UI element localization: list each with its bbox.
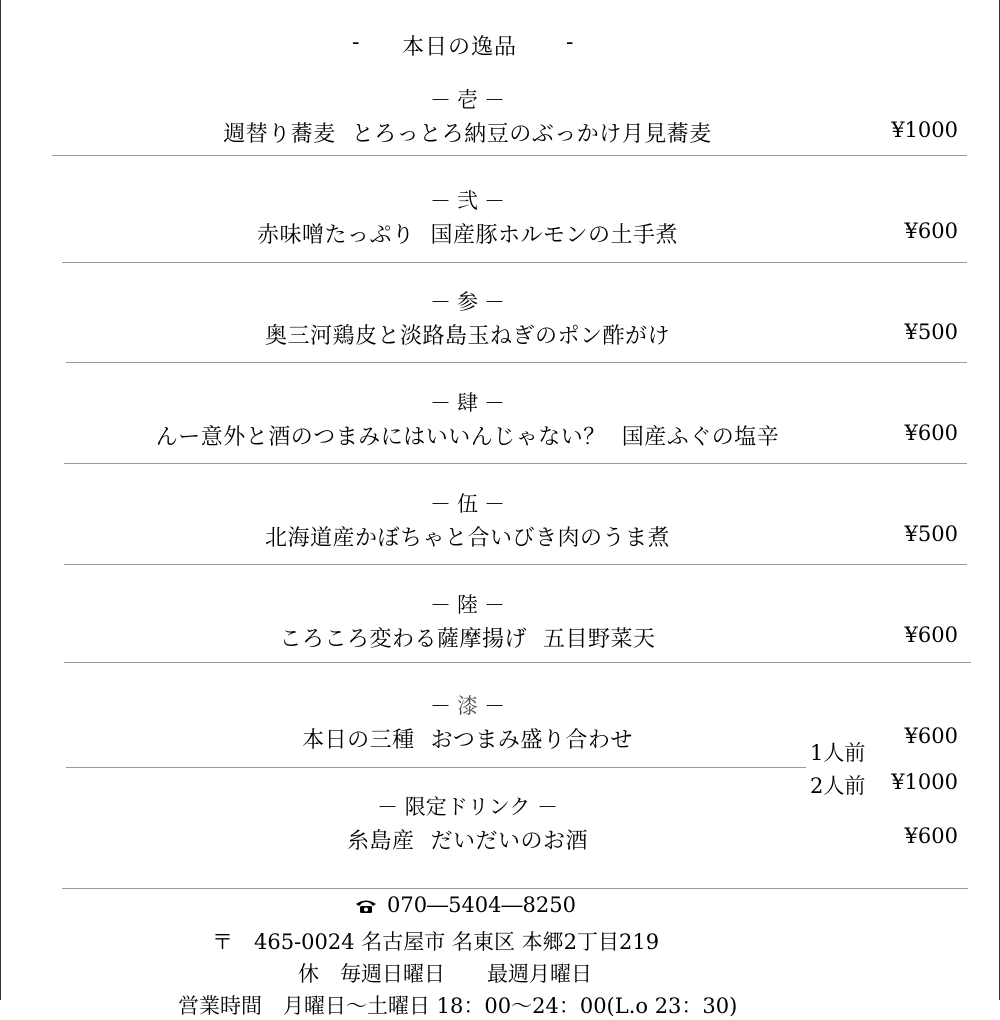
- item-name-part: おつまみ盛り合わせ: [430, 728, 633, 753]
- item-name-part: 国産豚ホルモンの土手煮: [430, 223, 679, 248]
- label-dash: －: [484, 189, 505, 213]
- item-name-part: 週替り蕎麦: [223, 122, 336, 147]
- menu-item-price-5: ¥500: [904, 522, 958, 546]
- telephone-icon: [355, 898, 377, 914]
- divider: [64, 463, 967, 464]
- menu-item-name-2: [0, 218, 935, 249]
- label-dash: －: [430, 88, 451, 112]
- menu-item-price-1: ¥1000: [891, 118, 958, 142]
- menu-item-name-3: [0, 319, 935, 350]
- menu-item-price-4: ¥600: [904, 421, 958, 445]
- section-label-6: [0, 589, 935, 619]
- menu-item-price-7: ¥600: [904, 724, 958, 748]
- section-label-4: [0, 387, 935, 417]
- serving-price-2: ¥1000: [891, 770, 958, 794]
- serving-size-2: 2人前: [810, 774, 866, 798]
- menu-item-price-3: ¥500: [904, 320, 958, 344]
- menu-item-price-2: ¥600: [904, 219, 958, 243]
- label-dash: －: [430, 290, 451, 314]
- divider: [62, 262, 967, 263]
- label-dash: －: [430, 189, 451, 213]
- section-number: 参: [457, 290, 478, 314]
- menu-item-name-6: [0, 622, 935, 653]
- address-line: 〒 465-0024 名古屋市 名東区 本郷2丁目219: [212, 930, 660, 954]
- phone-line: [355, 893, 576, 917]
- item-name-part: とろっとろ納豆のぶっかけ月見蕎麦: [351, 122, 712, 147]
- item-name-part: だいだいのお酒: [430, 829, 589, 854]
- section-number: 肆: [457, 391, 478, 415]
- section-label-2: [0, 185, 935, 215]
- holiday-line: 休 毎週日曜日 最週月曜日: [298, 962, 592, 986]
- label-dash: －: [484, 593, 505, 617]
- item-name-part: 本日の三種: [302, 728, 415, 753]
- menu-item-name-1: [0, 117, 935, 148]
- hours-line: 営業時間 月曜日～土曜日 18：00～24：00(L.o 23：30): [178, 994, 738, 1018]
- page-title: 本日の逸品: [402, 35, 518, 60]
- section-number: 弐: [457, 189, 478, 213]
- label-dash: －: [484, 391, 505, 415]
- label-dash: －: [430, 492, 451, 516]
- menu-header: [0, 28, 1000, 64]
- label-dash: －: [484, 88, 505, 112]
- header-dash-left: -: [352, 30, 360, 55]
- menu-item-name-5: [0, 521, 935, 552]
- label-dash: －: [430, 391, 451, 415]
- item-name-part: 赤味噌たっぷり: [256, 223, 415, 248]
- divider: [64, 662, 971, 663]
- header-dash-right: -: [566, 30, 574, 55]
- divider: [62, 888, 968, 889]
- divider: [66, 362, 967, 363]
- section-number: 漆: [457, 694, 478, 718]
- menu-item-price-6: ¥600: [904, 623, 958, 647]
- item-name-part: ころころ変わる薩摩揚げ: [279, 627, 527, 652]
- section-label-1: [0, 84, 935, 114]
- label-dash: －: [484, 492, 505, 516]
- serving-size-1: 1人前: [810, 741, 866, 765]
- drink-name: [0, 824, 935, 855]
- phone-number: 070―5404―8250: [387, 893, 576, 917]
- divider: [64, 564, 967, 565]
- label-dash: －: [430, 593, 451, 617]
- limited-drink-label: － 限定ドリンク －: [377, 795, 558, 819]
- menu-item-name-4: [0, 420, 935, 451]
- item-name-part: 北海道産かぼちゃと合いびき肉のうま煮: [264, 526, 670, 551]
- label-dash: －: [430, 694, 451, 718]
- section-number: 陸: [457, 593, 478, 617]
- item-name-part: 国産ふぐの塩辛: [621, 425, 780, 450]
- section-label-7: [0, 690, 935, 720]
- drink-price: ¥600: [904, 824, 958, 848]
- section-label-3: [0, 286, 935, 316]
- menu-item-name-7: [0, 723, 935, 754]
- section-number: 壱: [457, 88, 478, 112]
- section-label-5: [0, 488, 935, 518]
- item-name-part: んー意外と酒のつまみにはいいんじゃない？: [155, 425, 606, 450]
- divider: [66, 767, 806, 768]
- item-name-part: 五目野菜天: [543, 627, 656, 652]
- item-name-part: 糸島産: [346, 829, 415, 854]
- divider: [52, 155, 967, 156]
- item-name-part: 奥三河鶏皮と淡路島玉ねぎのポン酢がけ: [264, 324, 670, 349]
- label-dash: －: [484, 290, 505, 314]
- section-number: 伍: [457, 492, 478, 516]
- label-dash: －: [484, 694, 505, 718]
